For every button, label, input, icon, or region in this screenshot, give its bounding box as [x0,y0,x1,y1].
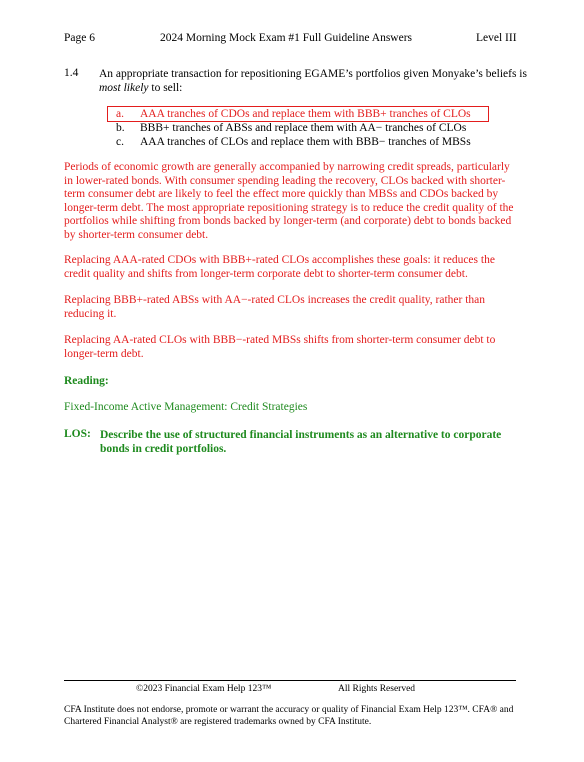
document-title: 2024 Morning Mock Exam #1 Full Guideline Answers [160,32,413,44]
exam-level: Level III [476,32,517,44]
los-label: LOS: [64,428,91,440]
los-text: Describe the use of structured financial instruments as an alternative to corporate bonds in credit portfolios. [100,429,502,455]
copyright: ©2023 Financial Exam Help 123™ [136,684,272,694]
page-number: Page 6 [64,32,95,44]
option-b [116,121,466,135]
question-number: 1.4 [64,67,79,79]
explanation-paragraph: Replacing BBB+-rated ABSs with AA−-rated CLOs increases the credit quality, rather than reducing it. [64,294,486,320]
option-text: AAA tranches of CLOs and replace them with BBB− tranches of MBSs [140,136,471,148]
reading-heading: Reading: [64,375,109,387]
disclaimer: CFA Institute does not endorse, promote or warrant the accuracy or quality of Financial Exam Help 123™. CFA® and Chartered Financial Analyst® are registered trademarks owned by CFA Institute. [64,705,514,727]
option-letter: b. [116,122,125,134]
explanation-paragraph: Periods of economic growth are generally accompanied by narrowing credit spreads, particularly in lower-rated bonds. With consumer spending leading the recovery, CLOs backed with shorter-term consumer debt are likely to feel the effect more quickly than MBSs and CDOs backed by longer-term debt. The most appropriate repositioning strategy is to reduce the credit quality of the portfolios while shifting from bonds backed by longer-term (and corporate) debt to bonds backed by shorter-term consumer debt. [64,161,514,241]
question-stem: An appropriate transaction for repositioning EGAME’s portfolios given Monyake’s beliefs is most likely to sell: [99,68,527,94]
option-text: AAA tranches of CDOs and replace them with BBB+ tranches of CLOs [140,108,471,120]
option-a-selected [107,106,489,122]
rights-reserved: All Rights Reserved [338,684,416,694]
option-letter: a. [116,108,124,120]
footer-divider [64,680,516,681]
option-letter: c. [116,136,124,148]
option-text: BBB+ tranches of ABSs and replace them with AA− tranches of CLOs [140,122,467,134]
explanation-paragraph: Replacing AAA-rated CDOs with BBB+-rated CLOs accomplishes these goals: it reduces the credit quality and shifts from longer-term corporate debt to shorter-term consumer debt. [64,254,495,280]
reading-title: Fixed-Income Active Management: Credit Strategies [64,401,308,413]
explanation-paragraph: Replacing AA-rated CLOs with BBB−-rated MBSs shifts from shorter-term consumer debt to longer-term debt. [64,334,496,360]
emphasis: most likely [99,82,149,94]
option-c [116,135,471,149]
